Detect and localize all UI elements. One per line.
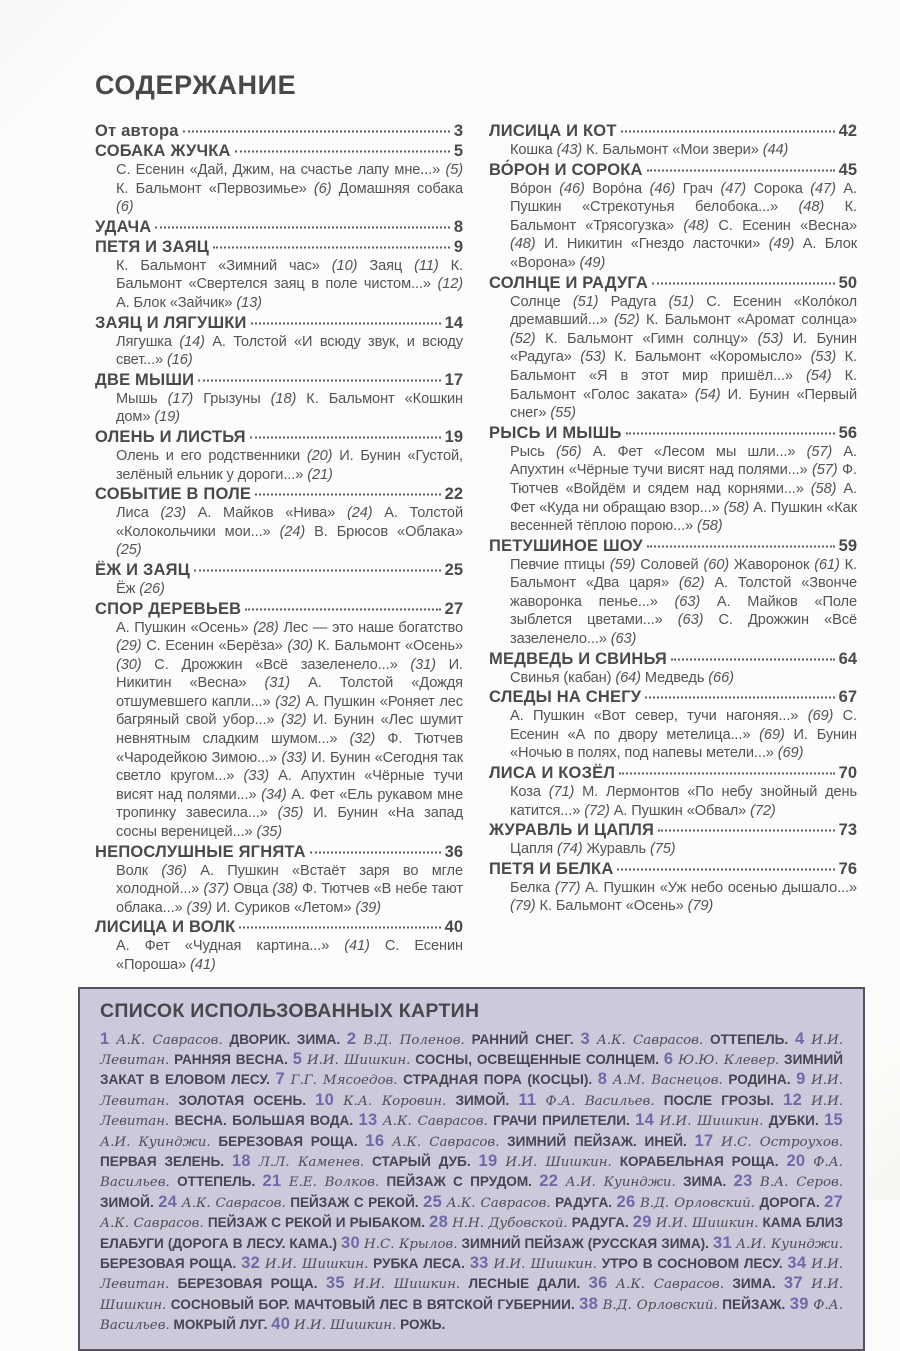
toc-entry-page: 3 xyxy=(453,122,463,140)
painting-number: 27 xyxy=(824,1192,844,1211)
toc-entry-heading xyxy=(489,160,857,180)
toc-entry-heading xyxy=(95,370,463,390)
painting-artist: А.К. Саврасов. xyxy=(596,1032,704,1048)
painting-number: 38 xyxy=(579,1294,599,1313)
painting-title: РАННИЙ СНЕГ. xyxy=(471,1031,574,1047)
painting-title: ЗИМОЙ. xyxy=(100,1194,154,1210)
toc-column-left xyxy=(95,121,463,975)
painting-number: 13 xyxy=(358,1111,378,1130)
dotted-leader xyxy=(255,494,441,496)
painting-artist: В.Д. Поленов. xyxy=(363,1032,465,1048)
toc-entry-label: ЁЖ И ЗАЯЦ xyxy=(95,560,190,579)
dotted-leader xyxy=(245,608,440,610)
dotted-leader xyxy=(239,927,440,929)
painting-title: ПОСЛЕ ГРОЗЫ. xyxy=(663,1092,774,1108)
painting-title: ЗИМОЙ. xyxy=(455,1092,510,1108)
painting-number: 10 xyxy=(315,1090,335,1109)
painting-number: 5 xyxy=(292,1050,303,1068)
painting-artist: А.К. Саврасов. xyxy=(181,1195,286,1211)
toc-entry-label: СОБАКА ЖУЧКА xyxy=(95,142,231,160)
painting-title: ГРАЧИ ПРИЛЕТЕЛИ. xyxy=(493,1113,630,1129)
toc-entry-label: ПЕТЯ И БЕЛКА xyxy=(489,859,614,878)
toc-entry-heading xyxy=(95,599,463,619)
painting-number: 3 xyxy=(580,1029,590,1048)
toc-entry xyxy=(489,859,857,916)
painting-number: 24 xyxy=(158,1192,178,1211)
toc-entry-page: 56 xyxy=(838,423,857,442)
toc-entry-label: СЛЕДЫ НА СНЕГУ xyxy=(489,688,642,707)
painting-artist: И.И. Шишкин. xyxy=(306,1053,411,1068)
painting-artist: И.И. Шишкин. xyxy=(100,1277,844,1313)
painting-number: 29 xyxy=(632,1213,652,1232)
toc-entry-label: ЖУРАВЛЬ И ЦАПЛЯ xyxy=(489,821,655,840)
toc-entry-annotation: Волк (36) А. Пушкин «Встаёт заря во мгле холодной...» (37) Овца (38) Ф. Тютчев «В небе тают облака...» (39) И. Суриков «Летом» (39) xyxy=(116,862,463,916)
painting-title: РАННЯЯ ВЕСНА. xyxy=(174,1052,288,1067)
toc-entry-label: ЛИСИЦА И ВОЛК xyxy=(95,918,236,937)
painting-title: КОРАБЕЛЬНАЯ РОЩА. xyxy=(619,1154,779,1170)
painting-number: 8 xyxy=(597,1070,608,1089)
toc-entry-annotation: Белка (77) А. Пушкин «Уж небо осенью дышало...» (79) К. Бальмонт «Осень» (79) xyxy=(510,879,857,915)
painting-artist: А.К. Саврасов. xyxy=(382,1114,488,1130)
painting-title: РОДИНА. xyxy=(728,1072,791,1088)
dotted-leader xyxy=(652,282,835,284)
painting-artist: В.А. Серов. xyxy=(759,1175,844,1191)
toc-entry-label: ОЛЕНЬ И ЛИСТЬЯ xyxy=(95,427,246,446)
toc-entry xyxy=(489,160,857,273)
toc-entry-page: 14 xyxy=(444,313,463,332)
painting-title: ОТТЕПЕЛЬ. xyxy=(177,1174,256,1190)
toc-entry-label: ДВЕ МЫШИ xyxy=(95,370,195,389)
toc-entry-heading xyxy=(95,917,463,937)
painting-number: 30 xyxy=(341,1233,360,1252)
painting-title: ПЕЙЗАЖ С РЕКОЙ И РЫБАКОМ. xyxy=(207,1215,426,1231)
toc-entry-label: МЕДВЕДЬ И СВИНЬЯ xyxy=(489,649,667,668)
painting-artist: И.И. Левитан. xyxy=(100,1032,844,1068)
painting-title: ПЕРВАЯ ЗЕЛЕНЬ. xyxy=(100,1154,225,1170)
toc-entry-label: ЗАЯЦ И ЛЯГУШКИ xyxy=(95,313,247,332)
dotted-leader xyxy=(626,432,835,434)
toc-entry-heading xyxy=(95,427,463,447)
toc-entry-annotation: Во́рон (46) Воро́на (46) Грач (47) Сорока (47) А. Пушкин «Стрекотунья белобока...» (48) К. Бальмонт «Трясогузка» (48) С. Есенин «Весна» (48) И. Никитин «Гнездо ласточки» (49) А. Блок «Ворона» (49) xyxy=(510,180,858,271)
painting-title: ЗИМА. xyxy=(683,1174,727,1190)
toc-entry xyxy=(489,649,857,688)
painting-artist: А.И. Куинджи. xyxy=(565,1175,676,1191)
dotted-leader xyxy=(194,569,441,571)
painting-number: 31 xyxy=(713,1233,732,1252)
toc-entry xyxy=(489,687,857,763)
toc-entry-annotation: А. Пушкин «Вот север, тучи нагоняя...» (69) С. Есенин «А по двору метелица...» (69) И. Бунин «Ночью в полях, под напевы метели...» (69) xyxy=(510,708,858,762)
paintings-list xyxy=(100,1030,843,1336)
toc-entry-page: 9 xyxy=(453,237,463,256)
paintings-title: СПИСОК ИСПОЛЬЗОВАННЫХ КАРТИН xyxy=(100,999,480,1022)
painting-number: 25 xyxy=(423,1192,443,1211)
dotted-leader xyxy=(621,131,835,133)
dotted-leader xyxy=(235,151,450,153)
painting-number: 36 xyxy=(588,1274,608,1293)
painting-artist: А.И. Куинджи. xyxy=(736,1236,844,1252)
toc-entry-label: УДАЧА xyxy=(95,217,152,236)
toc-entry-page: 19 xyxy=(444,427,463,446)
painting-artist: Ф.А. Васильев. xyxy=(100,1155,844,1191)
dotted-leader xyxy=(213,246,450,248)
painting-artist: И.И. Шишкин. xyxy=(353,1277,461,1293)
toc-entry xyxy=(95,141,463,217)
painting-title: ПЕЙЗАЖ. xyxy=(722,1296,786,1312)
toc-entry-annotation: Коза (71) М. Лермонтов «По небу знойный день катится...» (72) А. Пушкин «Обвал» (72) xyxy=(510,784,857,819)
painting-title: ВЕСНА. БОЛЬШАЯ ВОДА. xyxy=(174,1113,354,1129)
dotted-leader xyxy=(658,830,835,832)
painting-title: СТРАДНАЯ ПОРА (КОСЦЫ). xyxy=(403,1072,593,1088)
painting-title: ОТТЕПЕЛЬ. xyxy=(710,1031,789,1047)
toc-entry xyxy=(95,370,463,427)
toc-entry-annotation: А. Фет «Чудная картина...» (41) С. Есенин «Пороша» (41) xyxy=(116,938,463,973)
painting-number: 26 xyxy=(616,1192,636,1211)
toc-entry-label: СОЛНЦЕ И РАДУГА xyxy=(489,273,649,292)
painting-number: 2 xyxy=(346,1029,357,1048)
toc-entry-heading xyxy=(489,859,857,879)
painting-title: ПЕЙЗАЖ С ПРУДОМ. xyxy=(386,1174,532,1190)
toc-entry-page: 40 xyxy=(444,918,463,937)
painting-artist: А.К. Саврасов. xyxy=(392,1134,500,1150)
toc-entry-annotation: Лиса (23) А. Майков «Нива» (24) А. Толстой «Колокольчики мои...» (24) В. Брюсов «Облака» (25) xyxy=(116,505,463,559)
dotted-leader xyxy=(251,322,441,324)
painting-title: РУБКА ЛЕСА. xyxy=(373,1256,465,1272)
painting-title: ЗИМА. xyxy=(732,1276,776,1292)
toc-entry xyxy=(95,484,463,560)
toc-entry xyxy=(95,560,463,599)
toc-entry-page: 59 xyxy=(838,536,857,555)
toc-entry-annotation: Мышь (17) Грызуны (18) К. Бальмонт «Кошкин дом» (19) xyxy=(116,390,464,426)
painting-artist: В.Д. Орловский. xyxy=(602,1297,718,1313)
toc-entry-annotation: К. Бальмонт «Зимний час» (10) Заяц (11) К. Бальмонт «Свертелся заяц в поле чистом...» (12) А. Блок «Зайчик» (13) xyxy=(116,257,464,311)
painting-artist: И.И. Левитан. xyxy=(100,1093,844,1130)
toc-entry xyxy=(95,427,463,484)
dotted-leader xyxy=(198,379,440,381)
toc-entry-heading xyxy=(489,649,857,669)
painting-artist: И.И. Шишкин. xyxy=(264,1257,369,1273)
painting-number: 33 xyxy=(469,1254,489,1273)
toc-entry-heading xyxy=(489,763,857,783)
painting-artist: И.И. Шишкин. xyxy=(493,1257,597,1273)
toc-entry xyxy=(489,763,857,820)
paintings-box xyxy=(78,987,865,1351)
toc-entry-page: 42 xyxy=(838,122,857,140)
dotted-leader xyxy=(617,868,834,870)
toc-entry-label: ПЕТЯ И ЗАЯЦ xyxy=(95,237,209,256)
toc-entry-annotation: Кошка (43) К. Бальмонт «Мои звери» (44) xyxy=(510,142,789,158)
toc-entry-heading xyxy=(489,820,857,840)
page-title: СОДЕРЖАНИЕ xyxy=(95,70,297,100)
dotted-leader xyxy=(671,658,835,660)
painting-artist: В.Д. Орловский. xyxy=(639,1195,756,1211)
toc-entry-label: НЕПОСЛУШНЫЕ ЯГНЯТА xyxy=(95,842,306,861)
toc-entry-annotation: Ёж (26) xyxy=(116,580,165,597)
toc-entry-heading xyxy=(95,121,463,141)
painting-number: 34 xyxy=(787,1254,807,1273)
toc-entry-heading xyxy=(489,273,857,293)
painting-artist: Г.Г. Мясоедов. xyxy=(290,1073,398,1089)
painting-number: 20 xyxy=(786,1152,806,1171)
painting-title: ЗИМНИЙ ЗАКАТ В ЕЛОВОМ ЛЕСУ. xyxy=(100,1052,844,1088)
painting-title: БЕРЕЗОВАЯ РОЩА. xyxy=(100,1256,237,1272)
toc-entry xyxy=(95,842,463,918)
painting-title: ДУБКИ. xyxy=(768,1113,819,1129)
dotted-leader xyxy=(647,169,835,171)
painting-title: ЗОЛОТАЯ ОСЕНЬ. xyxy=(178,1092,307,1108)
toc-entry xyxy=(95,313,463,370)
painting-title: СТАРЫЙ ДУБ. xyxy=(372,1154,471,1170)
painting-artist: А.К. Саврасов. xyxy=(116,1032,223,1048)
painting-title: ЗИМНИЙ ПЕЙЗАЖ. ИНЕЙ. xyxy=(507,1133,687,1149)
painting-title: ДОРОГА. xyxy=(759,1194,820,1210)
painting-artist: И.И. Шишкин. xyxy=(505,1155,612,1171)
toc-entry-heading xyxy=(489,536,857,556)
toc-entry-annotation: Певчие птицы (59) Соловей (60) Жаворонок (61) К. Бальмонт «Два царя» (62) А. Толстой «Звонче жаворонка пенье...» (63) А. Майков «Поле зыблется цветами...» (63) С. Дрожжин «Всё зазеленело...» (63) xyxy=(510,556,857,648)
toc-entry-page: 25 xyxy=(444,560,463,579)
painting-artist: И.И. Шишкин. xyxy=(655,1216,759,1232)
painting-title: ПЕЙЗАЖ С РЕКОЙ. xyxy=(290,1194,419,1210)
toc-entry-page: 17 xyxy=(444,370,463,389)
painting-artist: Ф.А. Васильев. xyxy=(100,1297,843,1334)
painting-number: 12 xyxy=(783,1090,803,1109)
toc-entry-heading xyxy=(95,141,463,161)
painting-title: БЕРЕЗОВАЯ РОЩА. xyxy=(177,1276,318,1292)
toc-entry-page: 8 xyxy=(453,217,463,236)
toc-entry-heading xyxy=(95,237,463,257)
painting-number: 7 xyxy=(275,1070,286,1089)
painting-artist: А.К. Саврасов. xyxy=(100,1216,204,1232)
toc-entry-page: 22 xyxy=(444,485,463,504)
painting-artist: А.И. Куинджи. xyxy=(100,1134,211,1150)
painting-number: 15 xyxy=(824,1111,844,1130)
toc-entry-page: 5 xyxy=(453,142,463,160)
painting-title: УТРО В СОСНОВОМ ЛЕСУ. xyxy=(601,1256,783,1272)
painting-number: 37 xyxy=(783,1274,803,1293)
toc-entry xyxy=(489,273,857,423)
toc-entry-label: От автора xyxy=(95,122,179,140)
toc-entry-annotation: Свинья (кабан) (64) Медведь (66) xyxy=(510,669,734,686)
painting-title: РАДУГА. xyxy=(555,1194,613,1210)
toc-column-right xyxy=(489,121,857,975)
painting-number: 11 xyxy=(518,1090,537,1109)
painting-artist: И.С. Остроухов. xyxy=(721,1134,844,1150)
dotted-leader xyxy=(647,545,835,547)
toc-entry xyxy=(95,917,463,974)
toc-entry xyxy=(95,599,463,842)
toc-entry xyxy=(95,121,463,141)
dotted-leader xyxy=(310,851,441,853)
toc-entry-page: 45 xyxy=(838,160,857,179)
painting-title: КАМА БЛИЗ ЕЛАБУГИ (ДОРОГА В ЛЕСУ. КАМА.) xyxy=(100,1215,844,1251)
painting-artist: И.И. Левитан. xyxy=(100,1073,843,1109)
painting-title: МОКРЫЙ ЛУГ. xyxy=(173,1317,268,1333)
dotted-leader xyxy=(155,226,449,228)
painting-number: 1 xyxy=(100,1029,110,1048)
toc-entry-annotation: Олень и его родственники (20) И. Бунин «Густой, зелёный ельник у дороги...» (21) xyxy=(116,447,464,483)
toc-entry-heading xyxy=(95,560,463,580)
painting-artist: А.К. Саврасов. xyxy=(446,1195,551,1211)
dotted-leader xyxy=(645,697,834,699)
toc-entry-heading xyxy=(489,687,857,707)
painting-title: СОСНЫ, ОСВЕЩЕННЫЕ СОЛНЦЕМ. xyxy=(415,1052,659,1067)
toc-entry-page: 36 xyxy=(444,842,463,861)
toc-entry-heading xyxy=(95,217,463,237)
painting-title: ДВОРИК. ЗИМА. xyxy=(229,1031,341,1047)
toc-entry-heading xyxy=(95,484,463,504)
dotted-leader xyxy=(619,773,834,775)
painting-artist: Л.Л. Каменев. xyxy=(258,1155,365,1171)
toc-entry-heading xyxy=(95,313,463,333)
toc-entry xyxy=(489,423,857,536)
painting-title: РОЖЬ. xyxy=(400,1317,446,1333)
toc-entry-page: 73 xyxy=(838,821,857,840)
toc-entry-label: СПОР ДЕРЕВЬЕВ xyxy=(95,599,242,618)
toc-entry xyxy=(95,237,463,313)
painting-title: БЕРЕЗОВАЯ РОЩА. xyxy=(218,1133,358,1149)
painting-artist: А.М. Васнецов. xyxy=(612,1073,723,1089)
painting-artist: И.И. Шишкин. xyxy=(659,1114,764,1130)
toc-columns xyxy=(95,121,857,975)
toc-entry-label: СОБЫТИЕ В ПОЛЕ xyxy=(95,485,252,504)
painting-number: 39 xyxy=(789,1294,809,1313)
toc-entry xyxy=(95,217,463,237)
painting-artist: А.К. Саврасов. xyxy=(615,1277,724,1293)
toc-entry-annotation: Солнце (51) Радуга (51) С. Есенин «Коло́кол дремавший...» (52) К. Бальмонт «Аромат солнца» (52) К. Бальмонт «Гимн солнцу» (53) И. Бунин «Радуга» (53) К. Бальмонт «Коромысло» (53) К. Бальмонт «Я в этот мир пришёл...» (54) К. Бальмонт «Голос заката» (54) И. Бунин «Первый снег» (55) xyxy=(510,293,858,422)
toc-entry-label: ЛИСА И КОЗЁЛ xyxy=(489,764,616,783)
toc-entry-label: ВО́РОН И СОРОКА xyxy=(489,160,643,179)
toc-entry-annotation: С. Есенин «Дай, Джим, на счастье лапу мне...» (5) К. Бальмонт «Первозимье» (6) Домашняя собака (6) xyxy=(116,162,463,216)
toc-entry-page: 64 xyxy=(838,649,857,668)
painting-artist: Ю.Ю. Клевер. xyxy=(678,1053,780,1068)
painting-number: 14 xyxy=(635,1111,655,1130)
toc-entry xyxy=(489,536,857,649)
toc-entry-annotation: Рысь (56) А. Фет «Лесом мы шли...» (57) А. Апухтин «Чёрные тучи висят над полями...» (57) Ф. Тютчев «Войдём и сядем над корнями...» (58) А. Фет «Куда ни обращаю взор...» (58) А. Пушкин «Как весенней тёплою порою...» (58) xyxy=(510,443,858,535)
painting-number: 21 xyxy=(262,1172,282,1191)
painting-number: 17 xyxy=(694,1131,714,1150)
painting-title: РАДУГА. xyxy=(571,1215,629,1231)
painting-artist: Ф.А. Васильев. xyxy=(545,1093,655,1109)
painting-artist: К.А. Коровин. xyxy=(343,1093,447,1109)
toc-entry-annotation: Лягушка (14) А. Толстой «И всюду звук, и всюду свет...» (16) xyxy=(116,333,463,369)
toc-entry-heading xyxy=(489,423,857,443)
toc-entry-page: 67 xyxy=(838,688,857,707)
dotted-leader xyxy=(250,436,441,438)
painting-title: СОСНОВЫЙ БОР. МАЧТОВЫЙ ЛЕС В ВЯТСКОЙ ГУБЕРНИИ. xyxy=(170,1296,575,1312)
painting-number: 9 xyxy=(796,1070,806,1089)
painting-number: 28 xyxy=(429,1213,449,1232)
painting-title: ЗИМНИЙ ПЕЙЗАЖ (РУССКАЯ ЗИМА). xyxy=(461,1235,709,1251)
toc-entry xyxy=(489,121,857,160)
painting-number: 35 xyxy=(325,1274,345,1293)
toc-entry xyxy=(489,820,857,859)
painting-number: 19 xyxy=(478,1152,498,1171)
toc-entry-heading xyxy=(95,842,463,862)
toc-entry-page: 27 xyxy=(444,599,463,618)
toc-entry-page: 50 xyxy=(838,273,857,292)
painting-artist: Н.Н. Дубовской. xyxy=(452,1216,568,1232)
toc-entry-heading xyxy=(489,121,857,141)
painting-number: 22 xyxy=(539,1172,559,1191)
painting-number: 40 xyxy=(271,1315,291,1334)
painting-number: 4 xyxy=(794,1029,805,1048)
toc-entry-label: ПЕТУШИНОЕ ШОУ xyxy=(489,536,643,555)
dotted-leader xyxy=(183,131,450,133)
toc-entry-page: 76 xyxy=(838,859,857,878)
toc-entry-annotation: Цапля (74) Журавль (75) xyxy=(510,841,676,858)
painting-number: 16 xyxy=(365,1131,385,1150)
painting-number: 6 xyxy=(663,1050,674,1068)
painting-artist: И.И. Левитан. xyxy=(100,1257,844,1293)
painting-artist: И.И. Шишкин. xyxy=(293,1318,397,1334)
toc-entry-annotation: А. Пушкин «Осень» (28) Лес — это наше богатство (29) С. Есенин «Берёза» (30) К. Бальмонт «Осень» (30) С. Дрожжин «Всё зазеленело...» (31) И. Никитин «Весна» (31) А. Толстой «Дождя отшумевшего капли...» (32) А. Пушкин «Роняет лес багряный свой убор...» (32) И. Бунин «Лес шумит невнятным сладким шумом...» (32) Ф. Тютчев «Чародейкою Зимою...» (33) И. Бунин «Сегодня так светло кругом...» (33) А. Апухтин «Чёрные тучи висят над полями...» (34) А. Фет «Ель рукавом мне тропинку завесила...» (35) И. Бунин «На запад сосны вереницей...» (35) xyxy=(116,619,463,841)
painting-number: 23 xyxy=(733,1172,753,1191)
toc-entry-label: РЫСЬ И МЫШЬ xyxy=(489,423,622,442)
painting-artist: Н.С. Крылов. xyxy=(364,1236,458,1252)
painting-artist: Е.Е. Волков. xyxy=(288,1175,380,1191)
toc-entry-page: 70 xyxy=(838,764,857,783)
painting-number: 18 xyxy=(231,1152,251,1171)
painting-number: 32 xyxy=(241,1254,261,1273)
toc-entry-label: ЛИСИЦА И КОТ xyxy=(489,122,617,140)
painting-title: ЛЕСНЫЕ ДАЛИ. xyxy=(468,1276,581,1292)
